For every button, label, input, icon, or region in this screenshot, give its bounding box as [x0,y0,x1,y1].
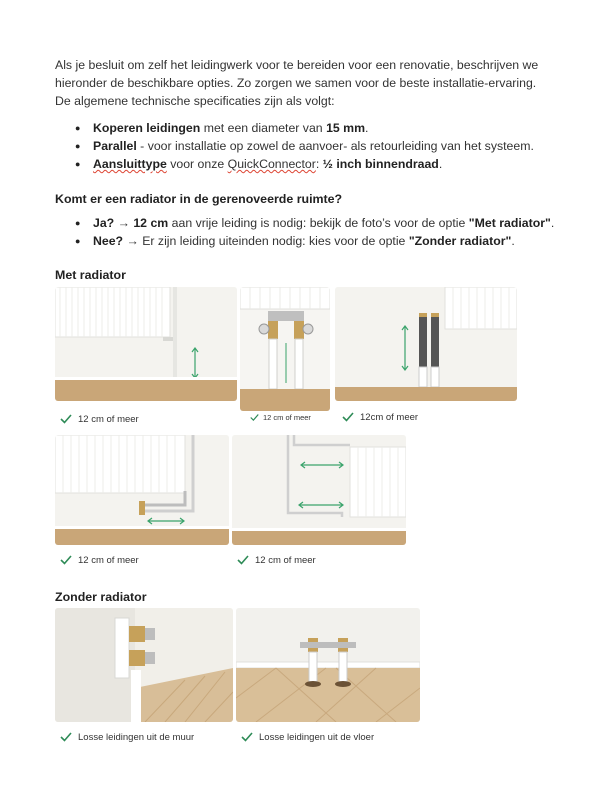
answer-term: Nee? [93,234,124,248]
spec-term: Aansluittype [93,157,167,171]
photo-pipes-beside-radiator [335,287,517,401]
caption [342,411,418,423]
intro-paragraph [55,56,555,110]
option-name: "Zonder radiator" [408,234,512,248]
spec-value: 15 mm [326,121,366,135]
caption [250,413,311,422]
photo-pipes-radiator-right [232,435,406,545]
arrow-text: → [114,216,134,230]
answers-list [75,214,554,250]
list-item [75,155,534,173]
list-item [75,137,534,155]
spec-text: - voor installatie op zowel de aanvoer- als retourleiding van het systeem. [136,139,534,153]
caption [60,554,139,566]
spec-text: met een diameter van [200,121,327,135]
specs-list [75,119,534,173]
spec-end: . [438,157,443,171]
caption-text: 12 cm of meer [78,554,139,566]
caption-text: Losse leidingen uit de vloer [259,731,375,743]
answer-term: Ja? [93,216,115,230]
spec-term: Koperen leidingen [93,121,201,135]
answer-end: . [511,234,515,248]
intro-line: Als je besluit om zelf het leidingwerk voor te bereiden voor een renovatie, beschrijven we [55,58,539,72]
answer-text: → Er zijn leiding uiteinden nodig: kies voor de optie [123,234,409,248]
caption-text: 12 cm of meer [78,413,139,425]
caption-text: Losse leidingen uit de muur [78,731,195,743]
caption [237,554,316,566]
spec-text: voor onze [166,157,228,171]
section-title-zonder-radiator: Zonder radiator [55,590,147,604]
caption [241,731,374,743]
spec-end: . [365,121,369,135]
check-icon [241,731,253,743]
section-title-met-radiator: Met radiator [55,268,126,282]
check-icon [237,554,249,566]
photo-radiator-pipes-wall [55,287,237,401]
photo-pipes-from-wall [55,608,233,722]
caption-text: 12cm of meer [360,411,419,423]
check-icon [60,554,72,566]
intro-line: hieronder de beschikbare opties. Zo zorgen we samen voor de beste installatie-ervaring. [55,76,537,90]
caption-text: 12 cm of meer [263,413,311,422]
photo-pipes-from-floor [236,608,420,722]
question-heading: Komt er een radiator in de gerenoveerde ruimte? [55,192,343,206]
list-item [75,119,534,137]
photo-radiator-horizontal-pipe [55,435,229,545]
check-icon [60,413,72,425]
spec-term: Parallel [93,139,137,153]
caption [60,731,194,743]
answer-text: aan vrije leiding is nodig: bekijk de foto’s voor de optie [168,216,469,230]
answer-value: 12 cm [133,216,169,230]
spec-text: : [315,157,323,171]
check-icon [342,411,354,423]
photo-radiator-valves [240,287,330,411]
list-item [75,214,554,232]
list-item [75,232,554,250]
caption-text: 12 cm of meer [255,554,316,566]
option-name: "Met radiator" [468,216,551,230]
quickconnector-link[interactable]: QuickConnector [227,157,316,171]
check-icon [60,731,72,743]
spec-value: ½ inch binnendraad [322,157,439,171]
caption [60,413,139,425]
answer-end: . [550,216,555,230]
intro-line: De algemene technische specificaties zijn als volgt: [55,94,335,108]
check-icon [250,413,259,422]
